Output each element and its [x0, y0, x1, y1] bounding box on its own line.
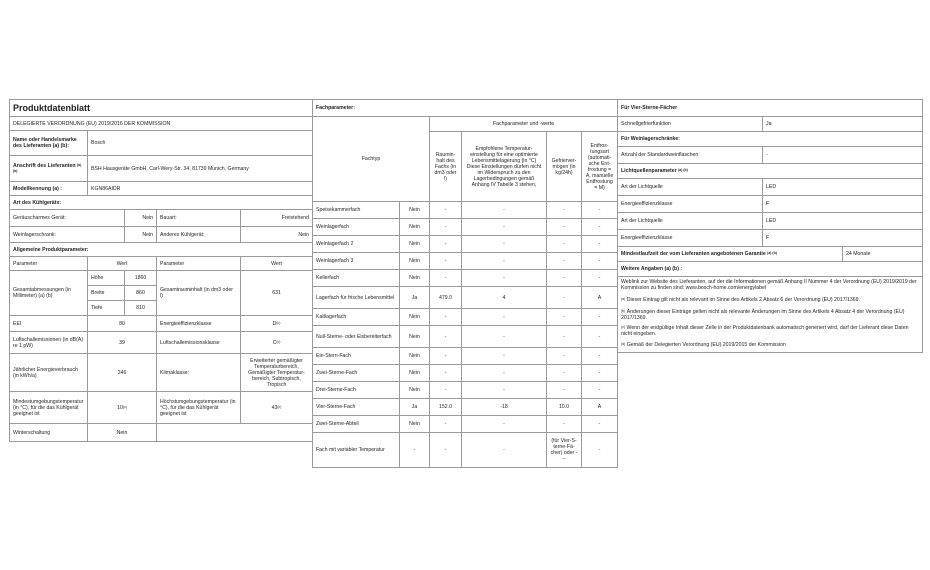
regulation-text: DELEGIERTE VERORDNUNG (EU) 2019/2016 DER KOMMISSION — [10, 117, 313, 131]
trademark-label: Name oder Handelsmarke des Lieferanten (a) (b): — [10, 131, 88, 156]
compartment-volume: - — [430, 309, 462, 326]
energy-class-value: $D^{(c)}$ — [241, 316, 313, 332]
wine-cabinet-header: Für Weinlagerschränke: — [618, 132, 923, 147]
compartment-row — [313, 309, 618, 326]
compartment-temp: - — [462, 382, 547, 399]
compartment-defrost: - — [582, 236, 618, 253]
compartment-temp: - — [462, 236, 547, 253]
product-data-sheet — [9, 99, 922, 472]
design-label: Bauart: — [157, 210, 241, 227]
defrost-type-header: Entfrostungsart (automatische Entfrostung = A, manuelle Entfrostung = M) — [582, 132, 618, 202]
footnote-c: $^{(c)}$ Wenn der endgültige Inhalt dieser Zelle in der Produktdatenbank automatisch generiert wird, darf der Lieferant diese Daten nicht eingeben. — [618, 323, 923, 339]
compartment-freezing: - — [547, 365, 582, 382]
more-info-header: Weitere Angaben (a) (b) : — [618, 262, 923, 277]
compartment-freezing: - — [547, 382, 582, 399]
compartment-present: Nein — [400, 219, 430, 236]
compartment-defrost: - — [582, 348, 618, 365]
depth-value: 810 — [125, 301, 157, 316]
low-noise-value: Nein — [125, 210, 157, 227]
annual-energy-label: Jährlicher Energieverbrauch (in kWh/a) — [10, 354, 88, 392]
footnote-d: $^{(d)}$ Gemäß der Delegierten Verordnung (EU) 2019/2015 der Kommission — [618, 339, 923, 353]
general-parameters-table — [9, 99, 313, 461]
value-header-2: Wert — [241, 257, 313, 271]
height-label: Höhe — [88, 271, 125, 286]
compartment-row — [313, 219, 618, 236]
compartment-row — [313, 416, 618, 433]
compartment-row — [313, 253, 618, 270]
light-source-header: Lichtquellenparameter $^{(a) (b)}$ — [618, 164, 923, 179]
compartment-volume: 479.0 — [430, 287, 462, 309]
compartment-freezing: - — [547, 270, 582, 287]
compartment-present: Nein — [400, 270, 430, 287]
supplier-weblink: Weblink zur Website des Lieferanten, auf der die Informationen gemäß Anhang II Nummer 4 der Verordnung (EU) 2019/2019 der Kommission zu finden sind: www.bosch-home.com/energylabel — [618, 277, 923, 294]
compartment-temp: - — [462, 416, 547, 433]
eei-label: EEI — [10, 316, 88, 332]
compartment-row — [313, 348, 618, 365]
compartment-present: Nein — [400, 309, 430, 326]
compartment-row — [313, 399, 618, 416]
compartment-temp: - — [462, 253, 547, 270]
wine-bottles-value: - — [763, 147, 923, 164]
compartment-present: Ja — [400, 399, 430, 416]
compartment-defrost: - — [582, 382, 618, 399]
compartment-present: Nein — [400, 416, 430, 433]
compartment-volume: - — [430, 270, 462, 287]
compartment-present: Nein — [400, 202, 430, 219]
compartment-name: Weinlagerfach 2 — [313, 236, 400, 253]
total-volume-label: Gesamtrauminhalt (in dm3 oder l) — [157, 271, 241, 316]
warranty-label: Mindestlaufzeit der vom Lieferanten angebotenen Garantie $^{(a) (b)}$ — [618, 247, 843, 262]
compartment-defrost: - — [582, 202, 618, 219]
address-value: BSH Hausgeräte GmbH, Carl-Wery-Str. 34, 81739 Munich, Germany — [88, 156, 313, 182]
light-type-value: LED — [763, 179, 923, 196]
compartment-row — [313, 433, 618, 468]
compartment-name: Lagerfach für frische Lebensmittel — [313, 287, 400, 309]
compartment-defrost: - — [582, 270, 618, 287]
dimensions-label: Gesamtabmessungen (in Millimeter) (a) (b) — [10, 271, 88, 316]
param-header: Parameter — [10, 257, 88, 271]
compartment-defrost: - — [582, 433, 618, 468]
recommended-temp-header: Empfohlene Temperatur-einstellung für eine optimierte Lebensmittelagerung (in °C) Diese Einstellungen dürfen nicht im Widerspruch zu den Lagerbedingungen gemäß Anhang IV Tabelle 3 stehen, — [462, 132, 547, 202]
compartment-defrost: - — [582, 365, 618, 382]
compartment-volume: - — [430, 253, 462, 270]
light-class-label: Energieeffizienzklasse — [618, 196, 763, 213]
other-appliance-value: Nein — [241, 227, 313, 243]
compartment-defrost: A — [582, 287, 618, 309]
param-header-2: Parameter — [157, 257, 241, 271]
compartment-name: Kellerfach — [313, 270, 400, 287]
compartment-defrost: - — [582, 416, 618, 433]
compartment-name: Drei-Sterne-Fach — [313, 382, 400, 399]
compartment-name: Ein-Stern-Fach — [313, 348, 400, 365]
compartment-defrost: - — [582, 326, 618, 348]
compartment-temp: - — [462, 309, 547, 326]
compartment-row — [313, 326, 618, 348]
compartment-present: Nein — [400, 253, 430, 270]
compartment-defrost: - — [582, 253, 618, 270]
height-value: 1860 — [125, 271, 157, 286]
noise-class-label: Luftschallemissionsklasse — [157, 332, 241, 354]
wine-cabinet-label: Weinlagerschrank: — [10, 227, 125, 243]
compartment-present: Nein — [400, 348, 430, 365]
empty-cell — [157, 424, 313, 442]
compartment-present: - — [400, 433, 430, 468]
other-appliance-label: Anderes Kühlgerät: — [157, 227, 241, 243]
compartment-values-header: Fachparameter und -werte — [430, 117, 618, 132]
light-type-2-label: Art der Lichtquelle — [618, 213, 763, 230]
noise-emission-label: Luftschallemissionen (in dB(A) re 1 pW) — [10, 332, 88, 354]
compartment-temp: - — [462, 326, 547, 348]
compartment-freezing: (für Vier-Sterne-Fächer) oder --- — [547, 433, 582, 468]
warranty-value: 24 Monate — [843, 247, 923, 262]
design-value: Freistehend — [241, 210, 313, 227]
compartment-defrost: - — [582, 219, 618, 236]
width-label: Breite — [88, 286, 125, 301]
compartment-volume: - — [430, 365, 462, 382]
compartment-name: Zwei-Sterne-Abteil — [313, 416, 400, 433]
noise-class-value: $C^{(c)}$ — [241, 332, 313, 354]
compartment-row — [313, 270, 618, 287]
compartment-temp: - — [462, 433, 547, 468]
annual-energy-value: 246 — [88, 354, 157, 392]
compartment-volume: - — [430, 348, 462, 365]
compartment-freezing: - — [547, 348, 582, 365]
compartment-volume: 152.0 — [430, 399, 462, 416]
total-volume-value: 631 — [241, 271, 313, 316]
compartment-row — [313, 202, 618, 219]
wine-cabinet-value: Nein — [125, 227, 157, 243]
compartment-name: Null-Sterne- oder Eisbereiterfach — [313, 326, 400, 348]
compartment-name: Fach mit variabler Temperatur — [313, 433, 400, 468]
compartment-volume: - — [430, 219, 462, 236]
compartment-type-header: Fachtyp — [313, 117, 430, 202]
min-ambient-temp-label: Mindestumgebungstemperatur (in °C), für die das Kühlgerät geeignet ist — [10, 392, 88, 424]
compartment-row — [313, 236, 618, 253]
blank-space — [10, 442, 313, 461]
address-label: Anschrift des Lieferanten $^{(a) (b)}$ — [10, 156, 88, 182]
compartment-name: Weinlagerfach — [313, 219, 400, 236]
compartment-name: Kaltlagerfach — [313, 309, 400, 326]
compartment-temp: - — [462, 348, 547, 365]
compartment-present: Ja — [400, 287, 430, 309]
compartment-defrost: - — [582, 309, 618, 326]
min-ambient-temp-value: 10$^{(c)}$ — [88, 392, 157, 424]
footnote-b: $^{(b)}$ Änderungen dieser Einträge gelten nicht als relevante Änderungen im Sinne des Artikels 4 Absatz 4 der Verordnung (EU) 2017/1369. — [618, 307, 923, 323]
four-star-header: Für Vier-Sterne-Fächer — [618, 100, 923, 117]
compartment-temp: -18 — [462, 399, 547, 416]
general-params-header: Allgemeine Produktparameter: — [10, 243, 313, 257]
compartment-name: Speisekammerfach — [313, 202, 400, 219]
winter-mode-value: Nein — [88, 424, 157, 442]
compartment-freezing: - — [547, 287, 582, 309]
compartment-freezing: - — [547, 219, 582, 236]
compartment-freezing: - — [547, 309, 582, 326]
compartment-present: Nein — [400, 365, 430, 382]
compartment-params-title: Fachparameter: — [313, 100, 618, 117]
quick-freeze-label: Schnellgefrierfunktion — [618, 117, 763, 132]
compartment-freezing: - — [547, 326, 582, 348]
wine-bottles-label: Anzahl der Standardweinflaschen — [618, 147, 763, 164]
compartment-freezing: - — [547, 236, 582, 253]
width-value: 860 — [125, 286, 157, 301]
compartment-present: Nein — [400, 326, 430, 348]
compartment-row — [313, 365, 618, 382]
compartment-volume: - — [430, 416, 462, 433]
sheet-title: Produktdatenblatt — [10, 100, 313, 117]
compartment-temp: 4 — [462, 287, 547, 309]
max-ambient-temp-value: 43$^{(c)}$ — [241, 392, 313, 424]
light-class-value: F — [763, 196, 923, 213]
compartment-defrost: A — [582, 399, 618, 416]
compartment-freezing: - — [547, 202, 582, 219]
compartment-volume: - — [430, 236, 462, 253]
compartment-name: Vier-Sterne-Fach — [313, 399, 400, 416]
climate-class-value: Erweiterter gemäßigter Temperaturbereich, Gemäßigter Temperaturbereich, Subtropisch, Tropisch — [241, 354, 313, 392]
compartment-temp: - — [462, 219, 547, 236]
compartment-temp: - — [462, 270, 547, 287]
climate-class-label: Klimaklasse: — [157, 354, 241, 392]
compartment-row — [313, 287, 618, 309]
low-noise-label: Geräuscharmes Gerät: — [10, 210, 125, 227]
model-label: Modellkennung (a) : — [10, 182, 88, 196]
compartment-freezing: - — [547, 253, 582, 270]
compartment-temp: - — [462, 365, 547, 382]
volume-header: Rauminhalt des Fachs (in dm3 oder l) — [430, 132, 462, 202]
compartment-name: Zwei-Sterne-Fach — [313, 365, 400, 382]
compartment-volume: - — [430, 326, 462, 348]
value-header: Wert — [88, 257, 157, 271]
freezing-capacity-header: Gefriervermögen (in kg/24h) — [547, 132, 582, 202]
light-type-2-value: LED — [763, 213, 923, 230]
compartment-parameters-table — [312, 99, 618, 468]
compartment-temp: - — [462, 202, 547, 219]
max-ambient-temp-label: Höchstumgebungstemperatur (in °C), für die das Kühlgerät geeignet ist — [157, 392, 241, 424]
energy-class-label: Energieeffizienzklasse — [157, 316, 241, 332]
light-class-2-label: Energieeffizienzklasse — [618, 230, 763, 247]
noise-emission-value: 39 — [88, 332, 157, 354]
light-class-2-value: F — [763, 230, 923, 247]
quick-freeze-value: Ja — [763, 117, 923, 132]
compartment-volume: - — [430, 433, 462, 468]
compartment-name: Weinlagerfach 3 — [313, 253, 400, 270]
footnote-a: $^{(a)}$ Dieser Eintrag gilt nicht als relevant im Sinne des Artikels 2 Absatz 6 der Verordnung (EU) 2017/1369. — [618, 294, 923, 307]
compartment-present: Nein — [400, 236, 430, 253]
compartment-freezing: - — [547, 416, 582, 433]
trademark-value: Bosch — [88, 131, 313, 156]
eei-value: 80 — [88, 316, 157, 332]
compartment-row — [313, 382, 618, 399]
compartment-volume: - — [430, 382, 462, 399]
compartment-present: Nein — [400, 382, 430, 399]
winter-mode-label: Winterschaltung — [10, 424, 88, 442]
model-value: KGN86AIDR — [88, 182, 313, 196]
depth-label: Tiefe — [88, 301, 125, 316]
compartment-freezing: 10.0 — [547, 399, 582, 416]
appliance-type-header: Art des Kühlgeräts: — [10, 196, 313, 210]
additional-info-table — [617, 99, 923, 353]
compartment-volume: - — [430, 202, 462, 219]
light-type-label: Art der Lichtquelle — [618, 179, 763, 196]
